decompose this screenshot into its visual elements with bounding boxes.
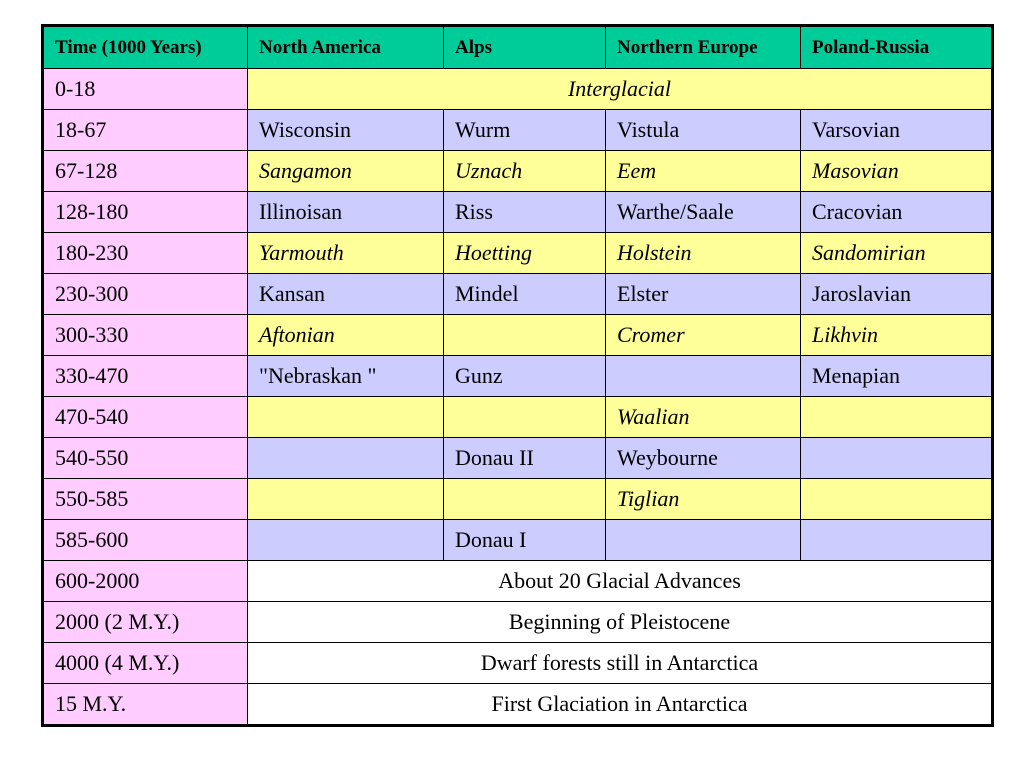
north-america-cell [248,520,444,561]
alps-cell: Riss [444,192,606,233]
span-cell: About 20 Glacial Advances [248,561,993,602]
north-america-cell: "Nebraskan " [248,356,444,397]
northern-europe-cell: Elster [606,274,801,315]
span-cell: First Glaciation in Antarctica [248,684,993,726]
header-row [43,26,993,69]
table-row [43,684,993,726]
table-row [43,602,993,643]
table-row [43,520,993,561]
poland-russia-cell [801,520,993,561]
poland-russia-cell [801,479,993,520]
northern-europe-cell: Tiglian [606,479,801,520]
time-cell: 128-180 [43,192,248,233]
north-america-cell: Wisconsin [248,110,444,151]
table-row [43,479,993,520]
northern-europe-cell [606,356,801,397]
north-america-cell [248,438,444,479]
alps-cell: Donau II [444,438,606,479]
northern-europe-cell: Weybourne [606,438,801,479]
time-cell: 67-128 [43,151,248,192]
northern-europe-cell: Eem [606,151,801,192]
table-row [43,438,993,479]
table-row [43,192,993,233]
poland-russia-cell: Masovian [801,151,993,192]
north-america-cell [248,479,444,520]
glacial-stages-table [41,24,994,727]
poland-russia-cell: Cracovian [801,192,993,233]
time-cell: 0-18 [43,69,248,110]
poland-russia-cell: Menapian [801,356,993,397]
northern-europe-cell: Waalian [606,397,801,438]
header-time: Time (1000 Years) [43,26,248,69]
alps-cell: Donau I [444,520,606,561]
time-cell: 550-585 [43,479,248,520]
poland-russia-cell: Sandomirian [801,233,993,274]
time-cell: 230-300 [43,274,248,315]
table-row [43,315,993,356]
alps-cell: Uznach [444,151,606,192]
table-row [43,561,993,602]
header-north-america: North America [248,26,444,69]
northern-europe-cell: Vistula [606,110,801,151]
time-cell: 585-600 [43,520,248,561]
table-row [43,110,993,151]
header-poland-russia: Poland-Russia [801,26,993,69]
time-cell: 180-230 [43,233,248,274]
time-cell: 600-2000 [43,561,248,602]
north-america-cell: Illinoisan [248,192,444,233]
header-alps: Alps [444,26,606,69]
poland-russia-cell [801,397,993,438]
span-cell: Beginning of Pleistocene [248,602,993,643]
north-america-cell: Kansan [248,274,444,315]
table-row [43,643,993,684]
alps-cell: Mindel [444,274,606,315]
table-row [43,397,993,438]
table-row [43,356,993,397]
north-america-cell [248,397,444,438]
time-cell: 330-470 [43,356,248,397]
time-cell: 15 M.Y. [43,684,248,726]
time-cell: 4000 (4 M.Y.) [43,643,248,684]
table-row [43,69,993,110]
north-america-cell: Yarmouth [248,233,444,274]
alps-cell: Wurm [444,110,606,151]
table-row [43,274,993,315]
northern-europe-cell: Warthe/Saale [606,192,801,233]
north-america-cell: Aftonian [248,315,444,356]
time-cell: 540-550 [43,438,248,479]
northern-europe-cell: Cromer [606,315,801,356]
poland-russia-cell: Jaroslavian [801,274,993,315]
alps-cell [444,315,606,356]
header-northern-europe: Northern Europe [606,26,801,69]
time-cell: 18-67 [43,110,248,151]
time-cell: 300-330 [43,315,248,356]
northern-europe-cell: Holstein [606,233,801,274]
alps-cell [444,397,606,438]
northern-europe-cell [606,520,801,561]
table-row [43,151,993,192]
north-america-cell: Sangamon [248,151,444,192]
alps-cell: Gunz [444,356,606,397]
poland-russia-cell: Varsovian [801,110,993,151]
alps-cell: Hoetting [444,233,606,274]
alps-cell [444,479,606,520]
interglacial-span-cell: Interglacial [248,69,993,110]
time-cell: 2000 (2 M.Y.) [43,602,248,643]
span-cell: Dwarf forests still in Antarctica [248,643,993,684]
poland-russia-cell: Likhvin [801,315,993,356]
table-row [43,233,993,274]
poland-russia-cell [801,438,993,479]
time-cell: 470-540 [43,397,248,438]
